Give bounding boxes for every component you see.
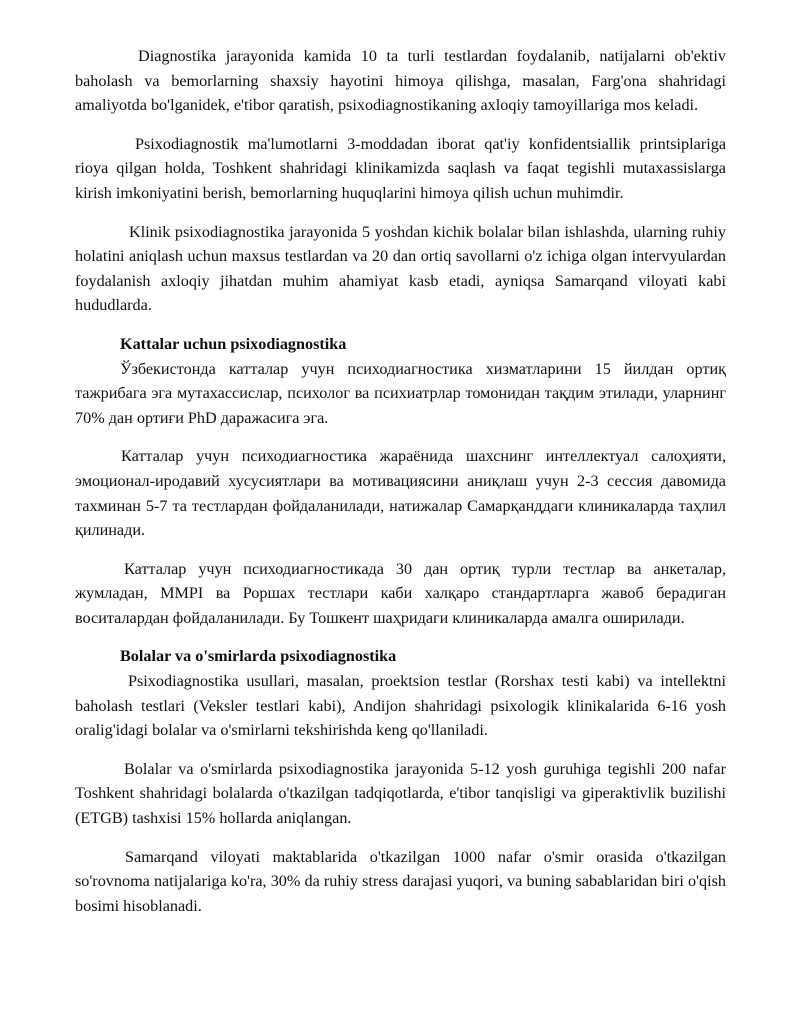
document-page [75, 44, 726, 918]
paragraph-children-interviews: Klinik psixodiagnostika jarayonida 5 yoshdan kichik bolalar bilan ishlashda, ularning ruhiy holatini aniqlash uchun maxsus testlardan va 20 dan ortiq savollarni o'z ichiga olgan intervyulardan foydalanish axloqiy jihatdan muhim ahamiyat kasb etadi, ayniqsa Samarqand viloyati kabi hududlarda. [75, 222, 726, 315]
paragraph-diagnostics-ethics: Diagnostika jarayonida kamida 10 ta turli testlardan foydalanib, natijalarni ob'ektiv baholash va bemorlarning shaxsiy hayotini himoya qilishga, masalan, Farg'ona shahridagi amaliyotda bo'lganidek, e'tibor qaratish, psixodiagnostikaning axloqiy tamoyillariga mos keladi. [75, 47, 726, 115]
heading-children: Bolalar va o'smirlarda psixodiagnostika [120, 647, 397, 666]
paragraph-adults-sessions: Катталар учун психодиагностика жараёнида шахснинг интеллектуал салоҳияти, эмоционал-иродавий хусусиятлари ва мотивациясини аниқлаш учун 2-3 сессия давомида тахминан 5-7 та тестлардан фойдаланилади, натижалар Самарқанддаги клиникаларда таҳлил қилинади. [75, 447, 726, 540]
heading-adults: Kattalar uchun psixodiagnostika [120, 334, 347, 353]
paragraph-teen-survey: Samarqand viloyati maktablarida o'tkazilgan 1000 nafar o'smir orasida o'tkazilgan so'rovnoma natijalariga ko'ra, 30% da ruhiy stress darajasi yuqori, va buning sabablaridan biri o'qish bosimi hisoblanadi. [75, 847, 726, 915]
paragraph-children-adhd: Bolalar va o'smirlarda psixodiagnostika jarayonida 5-12 yosh guruhiga tegishli 200 nafar Toshkent shahridagi bolalarda o'tkazilgan tadqiqotlarda, e'tibor tanqisligi va giperaktivlik buzilishi (ETGB) tashxisi 15% hollarda aniqlangan. [75, 759, 726, 828]
paragraph-children-methods: Psixodiagnostika usullari, masalan, proektsion testlar (Rorshax testi kabi) va intellektni baholash testlari (Veksler testlari kabi), Andijon shahridagi psixologik klinikalarida 6-16 yosh oralig'idagi bolalar va o'smirlarni tekshirishda keng qo'llaniladi. [75, 672, 726, 740]
paragraph-adults-specialists: Ўзбекистонда катталар учун психодиагностика хизматларини 15 йилдан ортиқ тажрибага эга мутахассислар, психолог ва психиатрлар томонидан тақдим этилади, уларнинг 70% дан ортиғи PhD даражасига эга. [75, 359, 726, 427]
paragraph-adults-tests: Катталар учун психодиагностикада 30 дан ортиқ турли тестлар ва анкеталар, жумладан, MMPI ва Роршах тестлари каби халқаро стандартларга жавоб берадиган воситалардан фойдаланилади. Бу Тошкент шаҳридаги клиникаларда амалга оширилади. [75, 559, 726, 627]
paragraph-confidentiality: Psixodiagnostik ma'lumotlarni 3-moddadan iborat qat'iy konfidentsiallik printsiplariga rioya qilgan holda, Toshkent shahridagi klinikamizda saqlash va faqat tegishli mutaxassislarga kirish imkoniyatini berish, bemorlarning huquqlarini himoya qilish uchun muhimdir. [75, 134, 726, 202]
